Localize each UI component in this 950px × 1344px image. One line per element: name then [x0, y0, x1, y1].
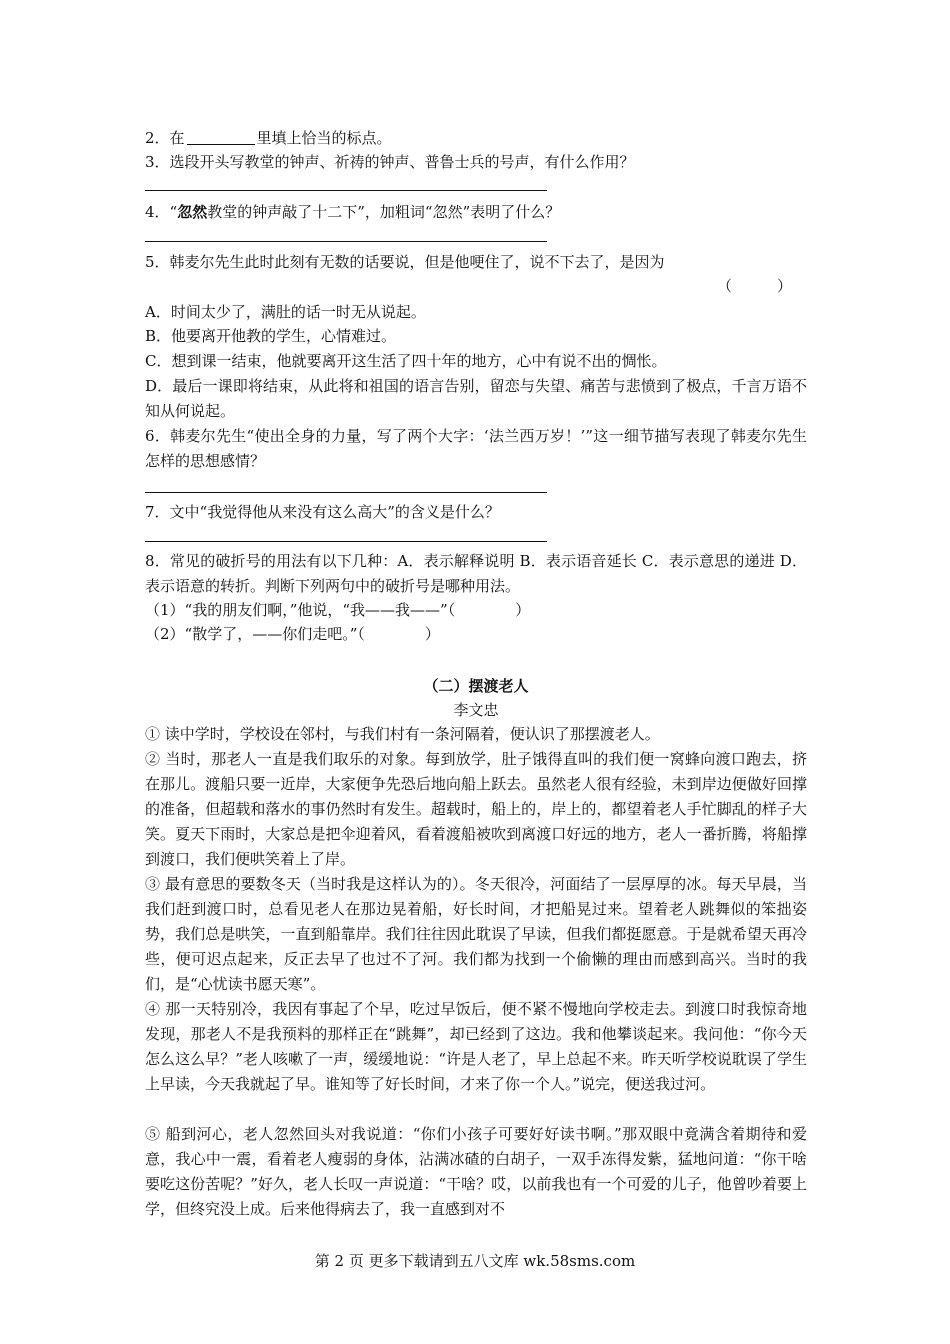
question-8-item-1: （1）“我的朋友们啊，”他说，“我——我——”（ ） — [145, 601, 531, 619]
question-6: 6．韩麦尔先生“使出全身的力量，写了两个大字：‘法兰西万岁！’”这一细节描写表现了韩麦尔先生怎样的思想感情？ — [145, 427, 807, 470]
answer-line-6[interactable] — [145, 492, 547, 493]
question-2-suffix: 里填上恰当的标点。 — [256, 129, 392, 147]
question-3: 3．选段开头写教堂的钟声、祈祷的钟声、普鲁士兵的号声，有什么作用？ — [145, 153, 635, 171]
option-a: A．时间太少了，满肚的话一时无从说起。 — [145, 303, 426, 321]
paragraph-3: ③ 最有意思的要数冬天（当时我是这样认为的）。冬天很冷，河面结了一层厚厚的冰。每天早晨，当我们赶到渡口时，总看见老人在那边晃着船，好长时间，才把船晃过来。望着老人跳舞似的笨拙姿势，我们总是哄笑，一直到船靠岸。我们往往因此耽误了早读，但我们都挺愿意。于是就希望天再冷些，便可迟点起来，反正去早了也过不了河。我们都为找到一个偷懒的理由而感到高兴。当时的我们，是“心忧读书愿天寒”。 — [145, 875, 807, 993]
question-5: 5．韩麦尔先生此时此刻有无数的话要说，但是他哽住了，说不下去了，是因为 — [145, 253, 665, 271]
paragraph-4: ④ 那一天特别冷，我因有事起了个早，吃过早饭后，便不紧不慢地向学校走去。到渡口时我惊奇地发现，那老人不是我预料的那样正在“跳舞”，却已经到了这边。我和他攀谈起来。我问他：“你今天怎么这么早？”老人咳嗽了一声，缓缓地说：“许是人老了，早上总起不来。昨天听学校说耽误了学生上早读，今天我就起了早。谁知等了好长时间，才来了你一个人。”说完，便送我过河。 — [145, 1000, 807, 1093]
question-2-prefix: 2．在 — [145, 129, 185, 147]
question-8-item-2: （2）“散学了，——你们走吧。”（ ） — [145, 625, 440, 643]
paragraph-2: ② 当时，那老人一直是我们取乐的对象。每到放学，肚子饿得直叫的我们便一窝蜂向渡口跑去，挤在那儿。渡船只要一近岸，大家便争先恐后地向船上跃去。虽然老人很有经验，未到岸边便做好回撑的准备，但超载和落水的事仍然时有发生。超载时，船上的，岸上的，都望着老人手忙脚乱的样子大笑。夏天下雨时，大家总是把伞迎着风，看着渡船被吹到离渡口好远的地方，老人一番折腾，将船撑到渡口，我们便哄笑着上了岸。 — [145, 750, 807, 868]
passage-author: 李文忠 — [453, 701, 499, 719]
question-4 — [145, 200, 807, 225]
paragraph-5: ⑤ 船到河心，老人忽然回头对我说道：“你们小孩子可要好好读书啊。”那双眼中竟满含着期待和爱意，我心中一震，看着老人瘦弱的身体，沾满冰碴的白胡子，一双手冻得发紫，猛地问道：“你干啥要吃这份苦呢？”好久，老人长叹一声说道：“干啥？哎，以前我也有一个可爱的儿子，他曾吵着要上学，但终究没上成。后来他得病去了，我一直感到对不 — [145, 1125, 807, 1218]
option-b: B．他要离开他教的学生，心情难过。 — [145, 327, 397, 345]
answer-line-3[interactable] — [145, 190, 547, 191]
question-4-bold-word: 忽然 — [177, 203, 208, 221]
option-c: C．想到课一结束，他就要离开这生活了四十年的地方，心中有说不出的惆怅。 — [145, 352, 667, 370]
answer-blank[interactable] — [187, 128, 255, 145]
answer-line-7[interactable] — [145, 541, 547, 542]
question-2 — [145, 126, 807, 151]
question-5-paren[interactable]: （ ） — [717, 277, 793, 295]
question-4-suffix: 教堂的钟声敲了十二下”，加粗词“忽然”表明了什么？ — [207, 203, 561, 221]
page-footer: 第 2 页 更多下载请到五八文库 wk.58sms.com — [314, 1252, 636, 1270]
question-4-prefix: 4．“ — [145, 203, 178, 221]
question-8: 8．常见的破折号的用法有以下几种：A．表示解释说明 B．表示语音延长 C．表示意思的递进 D．表示语意的转折。判断下列两句中的破折号是哪种用法。 — [145, 552, 807, 595]
paragraph-1: ① 读中学时，学校设在邻村，与我们村有一条河隔着，便认识了那摆渡老人。 — [145, 725, 660, 743]
option-d: D．最后一课即将结束，从此将和祖国的语言告别，留恋与失望、痛苦与悲愤到了极点，千言万语不知从何说起。 — [145, 377, 807, 420]
passage-title: （二）摆渡老人 — [423, 677, 529, 695]
question-7: 7．文中“我觉得他从来没有这么高大”的含义是什么？ — [145, 503, 500, 521]
answer-line-4[interactable] — [145, 241, 547, 242]
